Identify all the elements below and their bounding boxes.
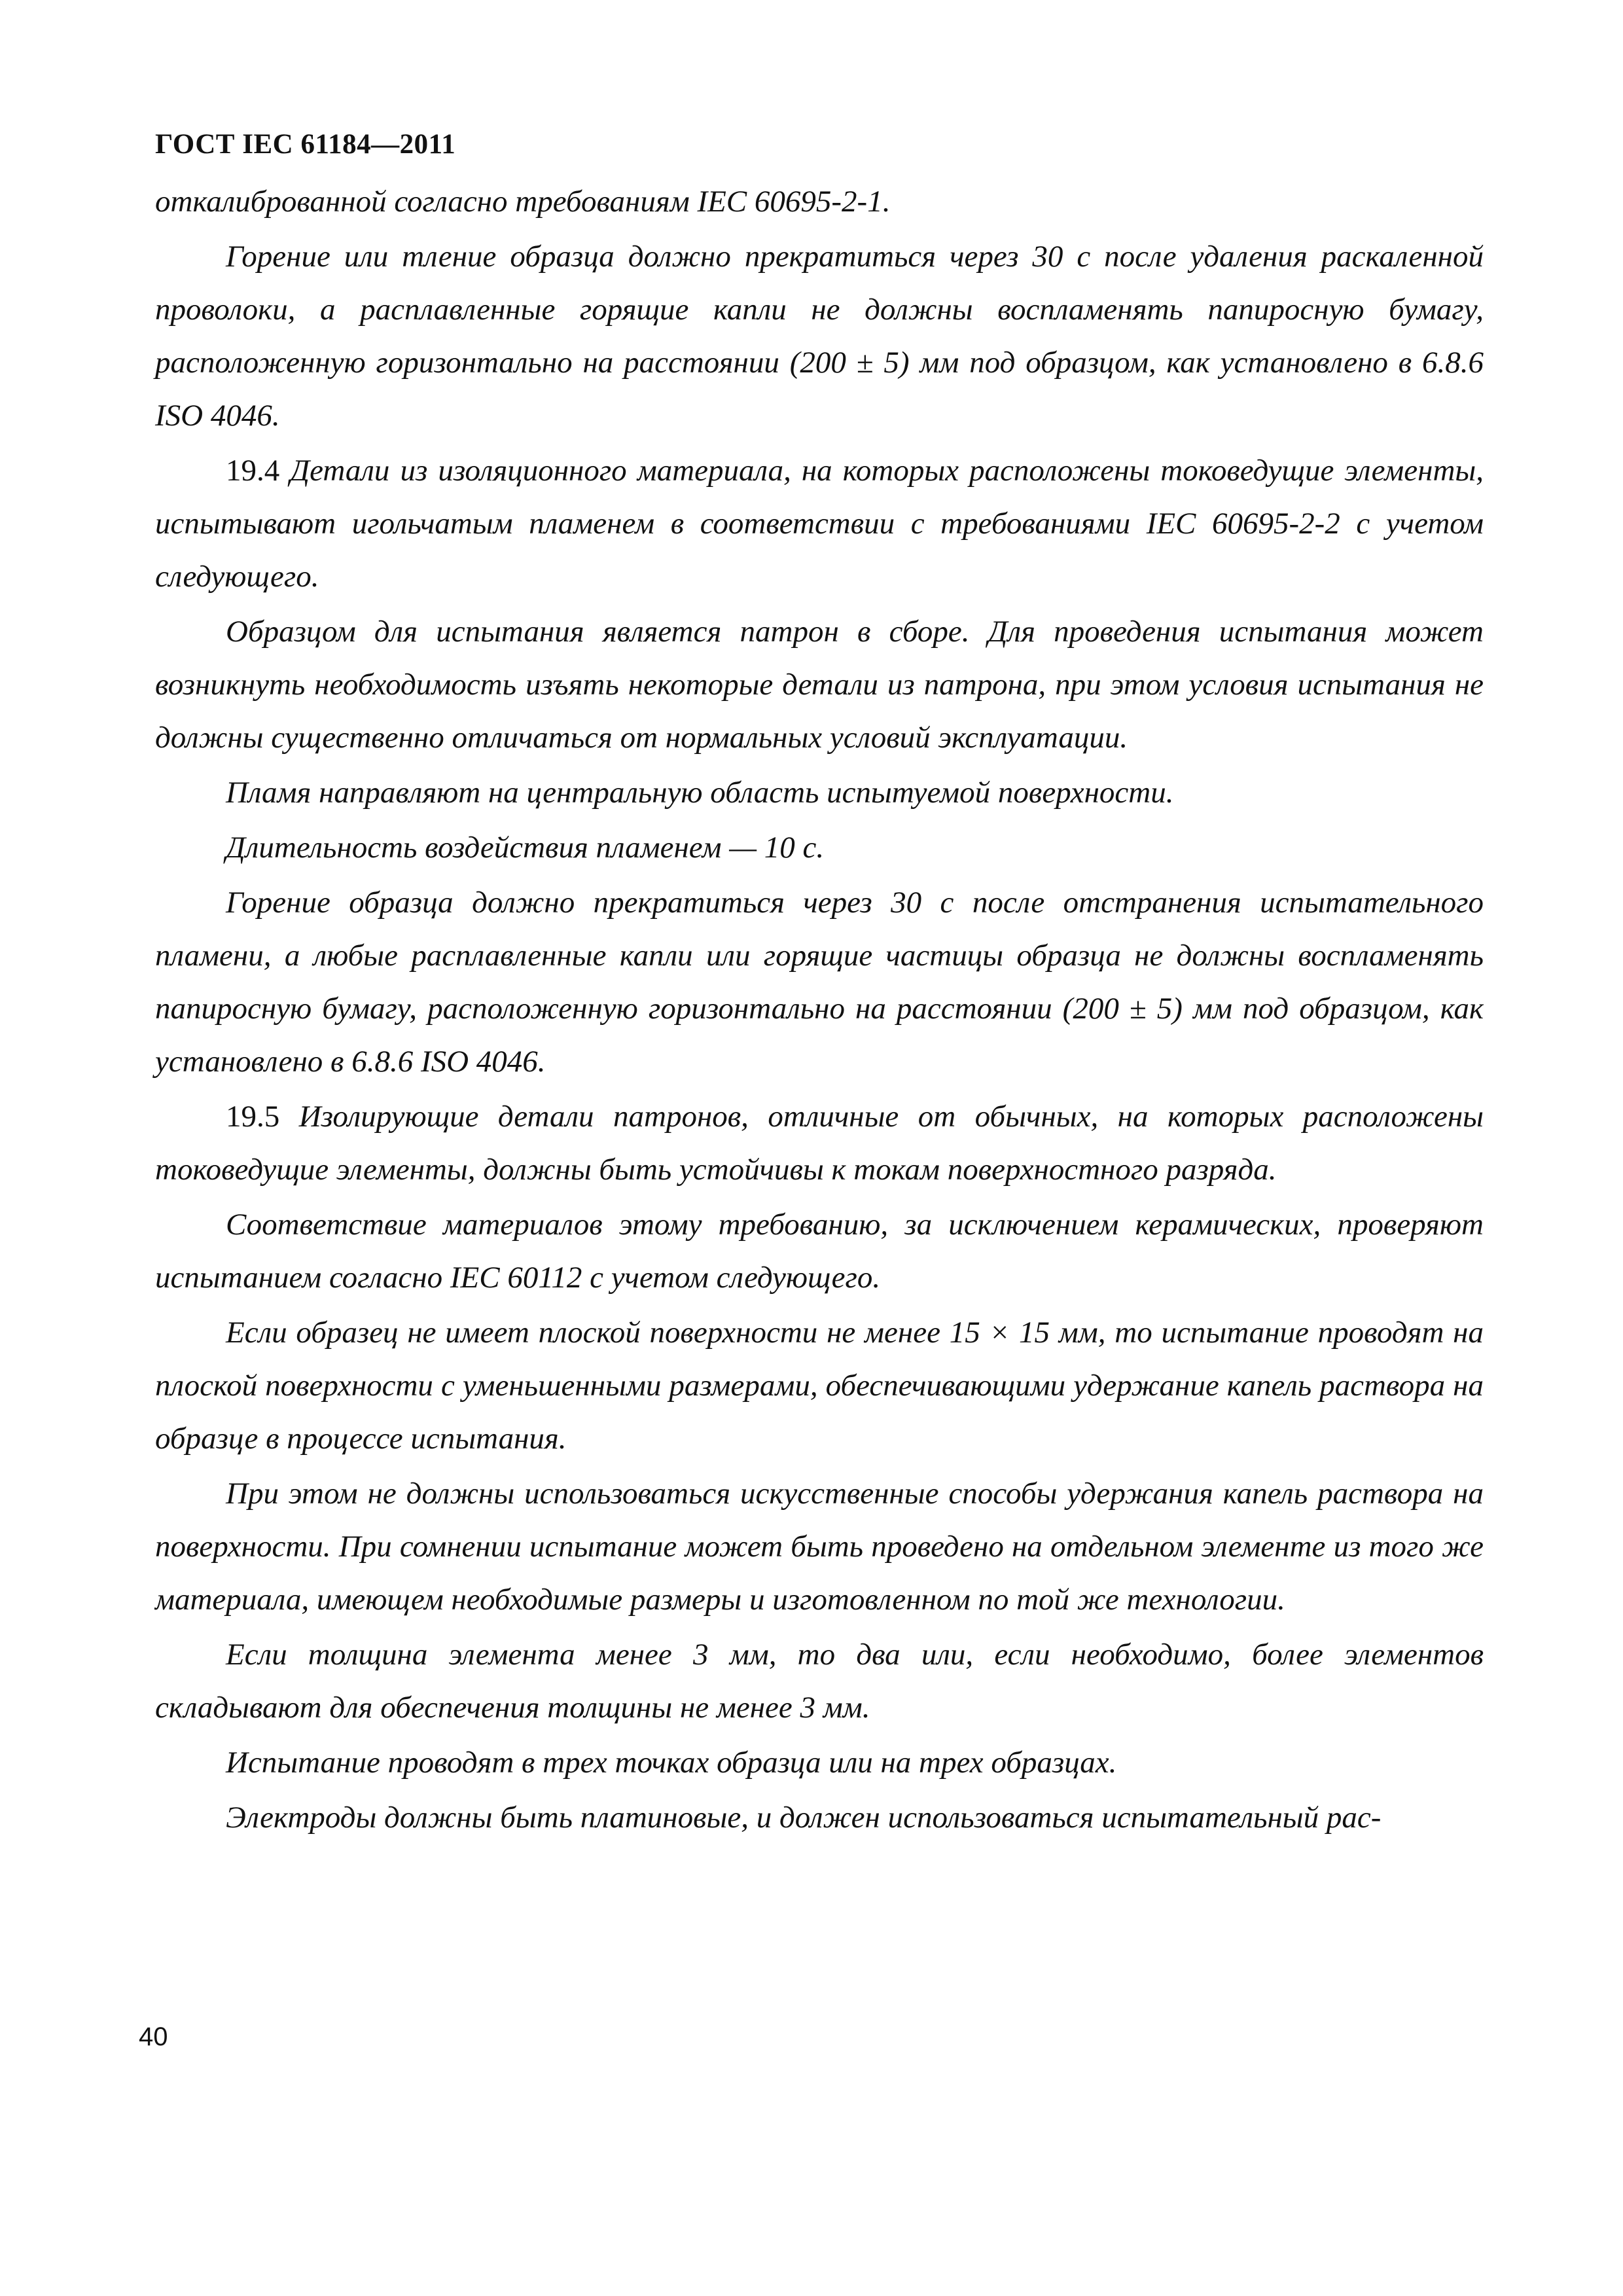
paragraph bbox=[155, 175, 1484, 228]
paragraph bbox=[155, 766, 1484, 819]
paragraph-text: откалиброванной согласно требованиям IEC 60695-2-1. bbox=[155, 185, 891, 219]
clause-number: 19.5 bbox=[226, 1100, 280, 1134]
paragraph bbox=[155, 1628, 1484, 1734]
paragraph bbox=[155, 1198, 1484, 1304]
page-number: 40 bbox=[139, 2022, 168, 2051]
paragraph-text: Образцом для испытания является патрон в сборе. Для проведения испытания может возникнуть необходимость изъять некоторые детали из патрона, при этом условия испытания не должны существенно отличаться от нормальных условий эксплуатации. bbox=[155, 615, 1484, 755]
paragraph-text: Если толщина элемента менее 3 мм, то два или, если необходимо, более элементов складывают для обеспечения толщины не менее 3 мм. bbox=[155, 1638, 1484, 1725]
paragraph-text: Горение или тление образца должно прекратиться через 30 с после удаления раскаленной проволоки, а расплавленные горящие капли не должны воспламенять папиросную бумагу, расположенную горизонтально на расстоянии (200 ± 5) мм под образцом, как установлено в 6.8.6 ISO 4046. bbox=[155, 240, 1484, 433]
paragraph bbox=[155, 1467, 1484, 1626]
paragraph bbox=[155, 1791, 1484, 1844]
paragraph bbox=[155, 605, 1484, 764]
document-body bbox=[155, 175, 1484, 1844]
paragraph bbox=[155, 876, 1484, 1088]
paragraph bbox=[155, 230, 1484, 442]
paragraph-text: Электроды должны быть платиновые, и должен использоваться испытательный рас- bbox=[226, 1801, 1382, 1835]
paragraph-text: Изолирующие детали патронов, отличные от обычных, на которых расположены токоведущие элементы, должны быть устойчивы к токам поверхностного разряда. bbox=[155, 1100, 1484, 1187]
paragraph-text: Детали из изоляционного материала, на которых расположены токоведущие элементы, испытывают игольчатым пламенем в соответствии с требованиями IEC 60695-2-2 с учетом следующего. bbox=[155, 454, 1484, 594]
paragraph-text: Соответствие материалов этому требованию, за исключением керамических, проверяют испытанием согласно IEC 60112 с учетом следующего. bbox=[155, 1208, 1484, 1295]
paragraph-text: Испытание проводят в трех точках образца или на трех образцах. bbox=[226, 1746, 1117, 1780]
paragraph-text: Если образец не имеет плоской поверхности не менее 15 × 15 мм, то испытание проводят на плоской поверхности с уменьшенными размерами, обеспечивающими удержание капель раствора на образце в процессе испытания. bbox=[155, 1316, 1484, 1456]
paragraph bbox=[155, 1736, 1484, 1789]
paragraph-text: Горение образца должно прекратиться через 30 с после отстранения испытательного пламени, а любые расплавленные капли или горящие частицы образца не должны воспламенять папиросную бумагу, расположенную горизонтально на расстоянии (200 ± 5) мм под образцом, как установлено в 6.8.6 ISO 4046. bbox=[155, 886, 1484, 1079]
paragraph bbox=[155, 444, 1484, 603]
document-header: ГОСТ IEC 61184—2011 bbox=[155, 129, 456, 160]
paragraph-text: Пламя направляют на центральную область испытуемой поверхности. bbox=[226, 776, 1174, 810]
paragraph bbox=[155, 1090, 1484, 1196]
paragraph-text: Длительность воздействия пламенем — 10 с. bbox=[226, 831, 825, 865]
clause-number: 19.4 bbox=[226, 454, 280, 488]
paragraph-text: При этом не должны использоваться искусственные способы удержания капель раствора на поверхности. При сомнении испытание может быть проведено на отдельном элементе из того же материала, имеющем необходимые размеры и изготовленном по той же технологии. bbox=[155, 1477, 1484, 1617]
paragraph bbox=[155, 821, 1484, 874]
paragraph bbox=[155, 1306, 1484, 1465]
